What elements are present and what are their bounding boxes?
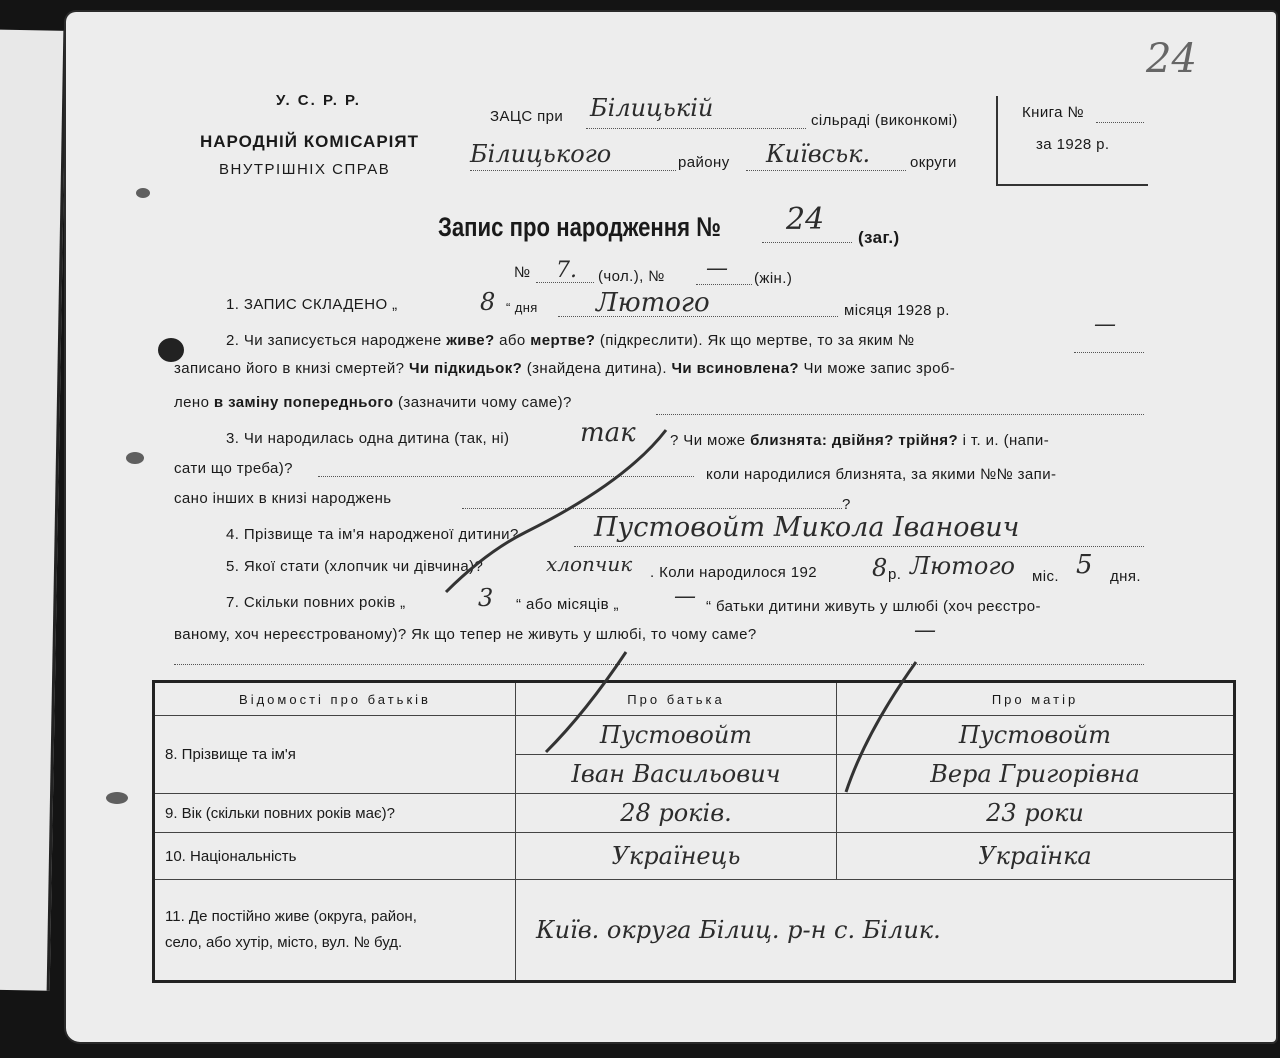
residence-label-line1: 11. Де постійно живе (округа, район, xyxy=(165,908,417,925)
q2-line1 xyxy=(226,332,914,349)
male-number-handwritten: 7. xyxy=(556,258,577,283)
q3-other: сано інших в книзі народжень xyxy=(174,490,392,507)
adjacent-page-edge xyxy=(0,29,66,990)
q1-month-label: місяця 1928 р. xyxy=(844,302,950,319)
title-suffix: (заг.) xyxy=(858,228,900,247)
q3-etc: і т. и. (напи- xyxy=(962,432,1050,449)
q1-day-handwritten: 8 xyxy=(480,288,496,316)
row-nationality-label: 10. Національність xyxy=(154,833,516,880)
book-label: Книга № xyxy=(1022,104,1084,121)
q2-death-book: записано його в книзі смертей? xyxy=(174,360,405,377)
book-box xyxy=(996,96,1148,186)
q2-foundling: Чи підкидьок? xyxy=(408,360,523,377)
q5-month-handwritten: Лютого xyxy=(910,552,1015,580)
q2-tail: (підкреслити). Як що мертве, то за яким № xyxy=(599,332,915,349)
q3-maybe: ? Чи може xyxy=(670,432,746,449)
mother-nationality: Українка xyxy=(837,833,1235,880)
row-age-label: 9. Вік (скільки повних років має)? xyxy=(154,794,516,833)
page-number: 24 xyxy=(1146,36,1197,82)
q2-found-child: (знайдена дитина). xyxy=(526,360,667,377)
q1-day-label: “ дня xyxy=(506,300,538,315)
male-label: (чол.), № xyxy=(598,268,665,285)
okruha-handwritten: Київськ. xyxy=(766,140,871,168)
number-label: № xyxy=(514,264,531,281)
table-row xyxy=(154,794,1235,833)
zags-prefix: ЗАЦС при xyxy=(490,108,564,125)
father-nationality: Українець xyxy=(516,833,837,880)
row-residence-label xyxy=(154,880,516,982)
q7-line2: ваному, хоч нереєстрованому)? Як що тепер не живуть у шлюбі, то чому саме? xyxy=(174,626,757,643)
q3-write-line xyxy=(318,476,694,477)
q7-why-handwritten: — xyxy=(914,618,936,643)
book-year: за 1928 р. xyxy=(1036,136,1110,153)
q3-twins-bold: близнята: двійня? трійня? xyxy=(750,432,959,449)
mother-age: 23 роки xyxy=(837,794,1235,833)
father-given-name: Іван Васильович xyxy=(516,755,837,794)
q4-line xyxy=(574,546,1144,547)
father-age: 28 років. xyxy=(516,794,837,833)
okruha-line xyxy=(746,170,906,171)
q2-line2 xyxy=(174,360,955,377)
table-row xyxy=(154,716,1235,755)
q2-replacement: в заміну попереднього xyxy=(213,394,394,411)
binding-hole xyxy=(136,188,150,198)
binding-hole xyxy=(158,338,184,362)
q2-alive: живе? xyxy=(446,332,495,349)
female-number-handwritten: — xyxy=(706,256,728,281)
father-surname: Пустовойт xyxy=(516,716,837,755)
q5-day-label: дня. xyxy=(1110,568,1141,585)
q5-month-label: міс. xyxy=(1032,568,1059,585)
mother-surname: Пустовойт xyxy=(837,716,1235,755)
q2-label: 2. Чи записується народжене xyxy=(226,332,442,349)
residence-value: Київ. округа Білиц. р-н с. Білик. xyxy=(516,880,1235,982)
table-header-row xyxy=(154,682,1235,716)
q7-label: 7. Скільки повних років „ xyxy=(226,594,406,611)
q7-months-handwritten: — xyxy=(674,584,696,609)
male-number-line xyxy=(536,282,594,283)
okruha-label: округи xyxy=(910,154,957,171)
q5-sex-handwritten: хлопчик xyxy=(546,552,633,576)
q7-months-label: “ або місяців „ xyxy=(516,596,619,613)
residence-label-line2: село, або хутір, місто, вул. № буд. xyxy=(165,934,403,951)
q3-q: ? xyxy=(842,496,851,513)
table-row xyxy=(154,880,1235,982)
header-mother: Про матір xyxy=(837,682,1235,716)
q7-years-handwritten: 3 xyxy=(478,584,494,612)
female-label: (жін.) xyxy=(754,270,793,287)
q2-handwritten: — xyxy=(1094,312,1116,337)
q3-other-line xyxy=(462,508,842,509)
ministry-name: ВНУТРІШНІХ СПРАВ xyxy=(219,161,391,178)
record-number-handwritten: 24 xyxy=(786,202,825,237)
parents-table xyxy=(152,680,1236,983)
book-number-line xyxy=(1096,122,1144,123)
form-title: Запис про народження № xyxy=(438,212,721,242)
birth-record-form xyxy=(66,12,1276,1042)
zags-suffix: сільраді (виконкомі) xyxy=(811,112,958,129)
q7-why-line xyxy=(174,664,1144,665)
binding-hole xyxy=(106,792,128,804)
q1-month-line xyxy=(558,316,838,317)
q3-write: сати що треба)? xyxy=(174,460,293,477)
q3-when-twins: коли народилися близнята, за якими №№ запи- xyxy=(706,466,1057,483)
header-father: Про батька xyxy=(516,682,837,716)
village-handwritten: Білицькій xyxy=(590,94,714,122)
table-row xyxy=(154,833,1235,880)
q4-label: 4. Прізвище та ім'я народженої дитини? xyxy=(226,526,519,543)
raion-line xyxy=(470,170,676,171)
q5-label: 5. Якої стати (хлопчик чи дівчина)? xyxy=(226,558,484,575)
q3-twins xyxy=(670,432,1049,449)
mother-given-name: Вера Григорівна xyxy=(837,755,1235,794)
raion-handwritten: Білицького xyxy=(470,140,612,168)
village-line xyxy=(586,128,806,129)
q7-married: “ батьки дитини живуть у шлюбі (хоч реєстро- xyxy=(706,598,1041,615)
q4-handwritten: Пустовойт Микола Іванович xyxy=(594,512,1020,543)
q1-label: 1. ЗАПИС СКЛАДЕНО „ xyxy=(226,296,398,313)
q2-dead: мертве? xyxy=(530,332,596,349)
q3-label: 3. Чи народилась одна дитина (так, ні) xyxy=(226,430,510,447)
q5-born: . Коли народилося 192 xyxy=(650,564,817,581)
q2-may-record: Чи може запис зроб- xyxy=(803,360,956,377)
state-name: У. С. Р. Р. xyxy=(276,92,361,109)
q2-done: лено xyxy=(174,394,210,411)
record-number-line xyxy=(762,242,852,243)
binding-hole xyxy=(126,452,144,464)
female-number-line xyxy=(696,284,752,285)
q2-number-line xyxy=(1074,352,1144,353)
q2-or: або xyxy=(499,332,526,349)
row-name-label: 8. Прізвище та ім'я xyxy=(154,716,516,794)
q3-handwritten: так xyxy=(580,418,636,448)
q5-year-suffix: р. xyxy=(888,566,902,583)
commissariat-name: НАРОДНІЙ КОМІСАРІЯТ xyxy=(200,132,419,151)
raion-label: району xyxy=(678,154,730,171)
q5-year-handwritten: 8 xyxy=(872,554,888,582)
q2-line3 xyxy=(174,394,572,411)
header-info: Відомості про батьків xyxy=(154,682,516,716)
q2-adopted: Чи всиновлена? xyxy=(671,360,799,377)
q5-day-handwritten: 5 xyxy=(1076,550,1093,580)
q1-month-handwritten: Лютого xyxy=(596,288,710,318)
q2-why-line xyxy=(656,414,1144,415)
q2-why: (зазначити чому саме)? xyxy=(398,394,572,411)
